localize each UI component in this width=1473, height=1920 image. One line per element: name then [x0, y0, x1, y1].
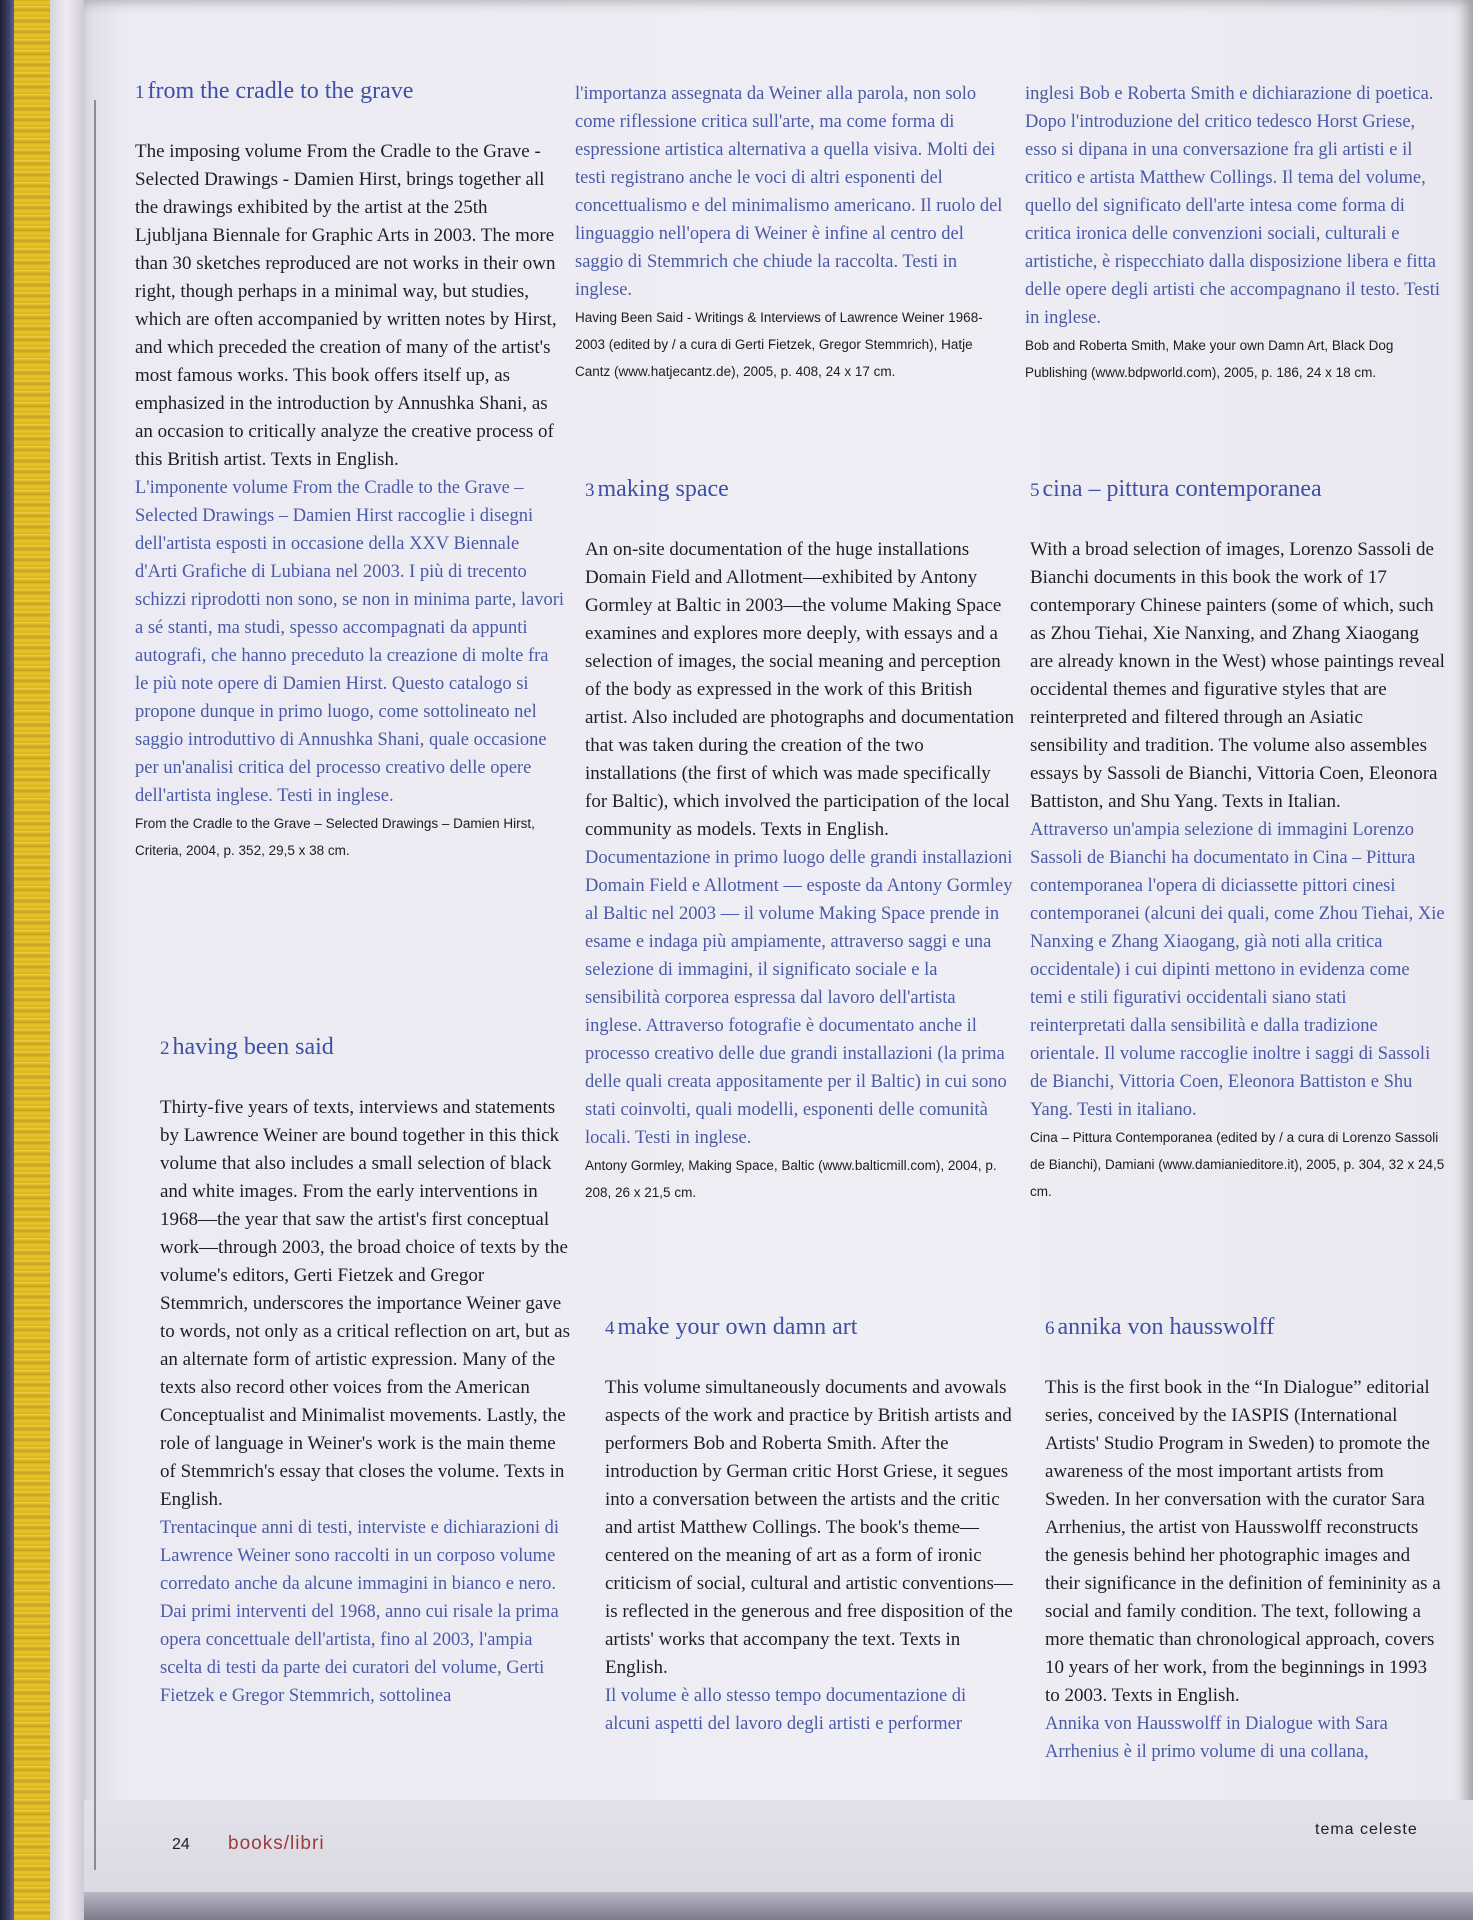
- article-1: [135, 76, 565, 864]
- article-1-reference: From the Cradle to the Grave – Selected Drawings – Damien Hirst, Criteria, 2004, p. 352, 29,5 x 38 cm.: [135, 816, 535, 858]
- article-2-italian: Trentacinque anni di testi, interviste e dichiarazioni di Lawrence Weiner sono raccolti in un corposo volume corredato anche da alcune immagini in bianco e nero. Dai primi interventi del 1968, anno cui risale la prima opera concettuale dell'artista, fino al 2003, l'ampia scelta di testi da parte dei curatori del volume, Gerti Fietzek e Gregor Stemmrich, sottolinea: [160, 1518, 560, 1706]
- article-6-title: 6 annika von hausswolff: [1045, 1314, 1275, 1340]
- article-4-italian: Il volume è allo stesso tempo documentazione di alcuni aspetti del lavoro degli artisti e performer: [605, 1686, 967, 1734]
- article-1-title: 1 from the cradle to the grave: [135, 78, 414, 104]
- section-rubric: books/libri: [228, 1833, 325, 1854]
- article-2-italian-continued: l'importanza assegnata da Weiner alla parola, non solo come riflessione critica sull'arte, ma come forma di espressione artistica alternativa a quella visiva. Molti dei testi registrano anche le voci di altri esponenti del concettualismo e del minimalismo americano. Il ruolo del linguaggio nell'opera di Weiner è infine al centro del saggio di Stemmrich che chiude la raccolta. Testi in inglese.: [575, 84, 1003, 300]
- article-2-title: 2 having been said: [160, 1034, 334, 1060]
- article-4-reference: Bob and Roberta Smith, Make your own Damn Art, Black Dog Publishing (www.bdpworld.com), 2005, p. 186, 24 x 18 cm.: [1025, 338, 1394, 380]
- article-4-continued: [1025, 80, 1445, 386]
- article-2-english: Thirty-five years of texts, interviews and statements by Lawrence Weiner are bound together in this thick volume that also includes a small selection of black and white images. From the early interventions in 1968—the year that saw the artist's first conceptual work—through 2003, the broad choice of texts by the volume's editors, Gerti Fietzek and Gregor Stemmrich, underscores the importance Weiner gave to words, not only as a critical reflection on art, but as an alternate form of artistic expression. Many of the texts also record other voices from the American Conceptualist and Minimalist movements. Lastly, the role of language in Weiner's work is the main theme of Stemmrich's essay that closes the volume. Texts in English.: [160, 1097, 570, 1510]
- article-6-italian: Annika von Hausswolff in Dialogue with Sara Arrhenius è il primo volume di una collana,: [1045, 1714, 1388, 1762]
- article-5-title: 5 cina – pittura contemporanea: [1030, 476, 1322, 502]
- article-4-italian-continued: inglesi Bob e Roberta Smith e dichiarazione di poetica. Dopo l'introduzione del critico tedesco Horst Griese, esso si dipana in una conversazione fra gli artisti e il critico e artista Matthew Collings. Il tema del volume, quello del significato dell'arte intesa come forma di critica ironica delle convenzioni sociali, culturali e artistiche, è rispecchiato dalla disposizione libera e fitta delle opere degli artisti che accompagnano il testo. Testi in inglese.: [1025, 84, 1440, 328]
- article-3-reference: Antony Gormley, Making Space, Baltic (www.balticmill.com), 2004, p. 208, 26 x 21,5 cm.: [585, 1158, 997, 1200]
- page-stack-edge-light: [50, 0, 84, 1920]
- page-number: 24: [172, 1836, 190, 1853]
- article-1-italian: L'imponente volume From the Cradle to the Grave – Selected Drawings – Damien Hirst raccoglie i disegni dell'artista esposti in occasione della XXV Biennale d'Arti Grafiche di Lubiana nel 2003. I più di trecento schizzi riprodotti non sono, se non in minima parte, lavori a sé stanti, ma studi, spesso accompagnati da appunti autografi, che hanno preceduto la creazione di molte fra le più note opere di Damien Hirst. Questo catalogo si propone dunque in primo luogo, come sottolineato nel saggio introduttivo di Annushka Shani, quale occasione per un'analisi critica del processo creativo delle opere dell'artista inglese. Testi in inglese.: [135, 478, 565, 806]
- page-fold-line: [94, 100, 96, 1870]
- article-6: [1045, 1312, 1445, 1766]
- page-bottom-edge: [84, 1892, 1473, 1920]
- article-4-english: This volume simultaneously documents and avowals aspects of the work and practice by British artists and performers Bob and Roberta Smith. After the introduction by German critic Horst Griese, it segues into a conversation between the artists and the critic and artist Matthew Collings. The book's theme—centered on the meaning of art as a form of ironic criticism of social, cultural and artistic conventions—is reflected in the generous and free disposition of the artists' works that accompany the text. Texts in English.: [605, 1377, 1013, 1678]
- article-3-italian: Documentazione in primo luogo delle grandi installazioni Domain Field e Allotment — esposte da Antony Gormley al Baltic nel 2003 — il volume Making Space prende in esame e indaga più ampiamente, attraverso saggi e una selezione di immagini, il significato sociale e la sensibilità corporea espressa dal lavoro dell'artista inglese. Attraverso fotografie è documentato anche il processo creativo delle due grandi installazioni (la prima delle quali creata appositamente per il Baltic) in cui sono stati coinvolti, quali modelli, esponenti delle comunità locali. Testi in inglese.: [585, 848, 1013, 1148]
- article-6-english: This is the first book in the “In Dialogue” editorial series, conceived by the IASPIS (International Artists' Studio Program in Sweden) to promote the awareness of the most important artists from Sweden. In her conversation with the curator Sara Arrhenius, the artist von Hausswolff reconstructs the genesis behind her photographic images and their significance in the definition of femininity as a social and family condition. The text, following a more thematic than chronological approach, covers 10 years of her work, from the beginnings in 1993 to 2003. Texts in English.: [1045, 1377, 1441, 1706]
- article-4: [605, 1312, 1015, 1738]
- magazine-name: tema celeste: [1315, 1821, 1418, 1838]
- article-2: [160, 1032, 570, 1710]
- article-2-reference: Having Been Said - Writings & Interviews of Lawrence Weiner 1968-2003 (edited by / a cura di Gerti Fietzek, Gregor Stemmrich), Hatje Cantz (www.hatjecantz.de), 2005, p. 408, 24 x 17 cm.: [575, 310, 983, 379]
- article-2-continued: [575, 80, 1005, 385]
- page-stack-edge: [14, 0, 50, 1920]
- article-5: [1030, 474, 1445, 1205]
- article-5-english: With a broad selection of images, Lorenzo Sassoli de Bianchi documents in this book the work of 17 contemporary Chinese painters (some of which, such as Zhou Tiehai, Xie Nanxing, and Zhang Xiaogang are already known in the West) whose paintings reveal occidental themes and figurative styles that are reinterpreted and filtered through an Asiatic sensibility and tradition. The volume also assembles essays by Sassoli de Bianchi, Vittoria Coen, Eleonora Battiston, and Shu Yang. Texts in Italian.: [1030, 539, 1445, 812]
- article-3-english: An on-site documentation of the huge installations Domain Field and Allotment—exhibited by Antony Gormley at Baltic in 2003—the volume Making Space examines and explores more deeply, with essays and a selection of images, the social meaning and perception of the body as expressed in the work of this British artist. Also included are photographs and documentation that was taken during the creation of the two installations (the first of which was made specifically for Baltic), which involved the participation of the local community as models. Texts in English.: [585, 539, 1014, 840]
- article-4-title: 4 make your own damn art: [605, 1314, 858, 1340]
- article-5-italian: Attraverso un'ampia selezione di immagini Lorenzo Sassoli de Bianchi ha documentato in Cina – Pittura contemporanea l'opera di diciassette pittori cinesi contemporanei (alcuni dei quali, come Zhou Tiehai, Xie Nanxing e Zhang Xiaogang, già noti alla critica occidentale) i cui dipinti mettono in evidenza come temi e stili figurativi occidentali siano stati reinterpretati dalla sensibilità e dalla tradizione orientale. Il volume raccoglie inoltre i saggi di Sassoli de Bianchi, Vittoria Coen, Eleonora Battiston e Shu Yang. Testi in italiano.: [1030, 820, 1445, 1120]
- article-1-english: The imposing volume From the Cradle to the Grave - Selected Drawings - Damien Hirst, brings together all the drawings exhibited by the artist at the 25th Ljubljana Biennale for Graphic Arts in 2003. The more than 30 sketches reproduced are not works in their own right, though perhaps in a minimal way, but studies, which are often accompanied by written notes by Hirst, and which preceded the creation of many of the artist's most famous works. This book offers itself up, as emphasized in the introduction by Annushka Shani, as an occasion to critically analyze the creative process of this British artist. Texts in English.: [135, 141, 557, 470]
- article-5-reference: Cina – Pittura Contemporanea (edited by / a cura di Lorenzo Sassoli de Bianchi), Damiani (www.damianieditore.it), 2005, p. 304, 32 x 24,5 cm.: [1030, 1130, 1445, 1199]
- article-3: [585, 474, 1015, 1206]
- spine-edge: [0, 0, 14, 1920]
- article-3-title: 3 making space: [585, 476, 729, 502]
